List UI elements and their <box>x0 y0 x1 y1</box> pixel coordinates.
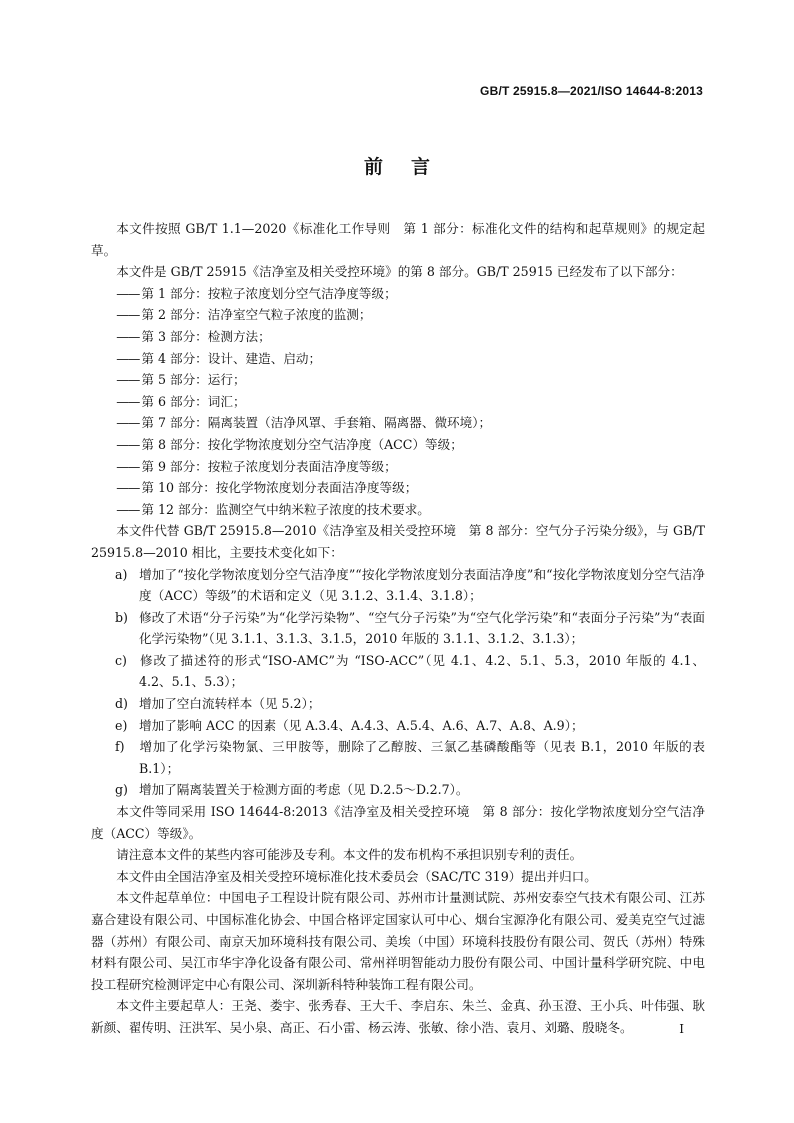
page-title: 前言 <box>363 156 458 178</box>
list-item: —— 第 5 部分：运行； <box>116 372 246 388</box>
list-item: b) 修改了术语“分子污染”为“化学污染物”、“空气分子污染”为“空气化学污染”和“表面分子污染”为“表面化学污染物”（见 3.1.1、3.1.3、3.1.5，2010 年版的 3.1.1、3.1.2、3.1.3）； <box>115 609 705 647</box>
closing-paragraph: 本文件由全国洁净室及相关受控环境标准化技术委员会（SAC/TC 319）提出并归口。 <box>116 868 597 884</box>
list-item: —— 第 2 部分：洁净室空气粒子浓度的监测； <box>116 307 372 323</box>
list-item: —— 第 3 部分：检测方法； <box>116 328 271 344</box>
closing-paragraph: 本文件主要起草人：王尧、娄宇、张秀春、王大千、李启东、朱兰、金真、孙玉澄、王小兵、叶伟强、耿新颜、翟传明、汪洪军、吴小泉、高正、石小雷、杨云涛、张敏、徐小浩、袁月、刘璐、殷晓冬。 <box>91 998 705 1035</box>
standard-code: GB/T 25915.8—2021/ISO 14644-8:2013 <box>480 84 703 98</box>
list-item: d) 增加了空白流转样本（见 5.2）； <box>115 696 321 712</box>
closing-paragraph: 本文件起草单位：中国电子工程设计院有限公司、苏州市计量测试院、苏州安泰空气技术有限公司、江苏嘉合建设有限公司、中国标准化协会、中国合格评定国家认可中心、烟台宝源净化有限公司、爱美克空气过滤器（苏州）有限公司、南京天加环境科技有限公司、美埃（中国）环境科技股份有限公司、贺氏（苏州）特殊材料有限公司、吴江市华宇净化设备有限公司、常州祥明智能动力股份有限公司、中国计量科学研究院、中电投工程研究检测评定中心有限公司、深圳新科特种装饰工程有限公司。 <box>91 890 705 992</box>
list-item: —— 第 7 部分：隔离装置（洁净风罩、手套箱、隔离器、微环境）； <box>116 415 492 431</box>
list-item: —— 第 8 部分：按化学物浓度划分空气洁净度（ACC）等级； <box>116 436 463 452</box>
list-item: e) 增加了影响 ACC 的因素（见 A.3.4、A.4.3、A.5.4、A.6、A.7、A.8、A.9）； <box>115 717 584 733</box>
list-item: c) 修改了描述符的形式“ISO-AMC”为 “ISO-ACC”（见 4.1、4.2、5.1、5.3，2010 年版的 4.1、4.2、5.1、5.3）； <box>115 652 705 690</box>
list-item: —— 第 6 部分：词汇； <box>116 393 246 409</box>
page-number: I <box>679 1022 684 1036</box>
intro-paragraph: 本文件是 GB/T 25915《洁净室及相关受控环境》的第 8 部分。GB/T 25915 已经发布了以下部分： <box>116 264 683 280</box>
list-item: —— 第 12 部分：监测空气中纳米粒子浓度的技术要求。 <box>116 501 430 517</box>
closing-paragraph: 请注意本文件的某些内容可能涉及专利。本文件的发布机构不承担识别专利的责任。 <box>116 847 583 863</box>
list-item: —— 第 9 部分：按粒子浓度划分表面洁净度等级； <box>116 458 397 474</box>
list-item: f) 增加了化学污染物氯、三甲胺等，删除了乙醇胺、三氯乙基磷酸酯等（见表 B.1，2010 年版的表 B.1）； <box>115 739 705 776</box>
list-item: —— 第 1 部分：按粒子浓度划分空气洁净度等级； <box>116 285 397 301</box>
list-item: —— 第 4 部分：设计、建造、启动； <box>116 350 322 366</box>
preface-body <box>91 218 705 1039</box>
list-item: g) 增加了隔离装置关于检测方面的考虑（见 D.2.5～D.2.7）。 <box>115 782 469 798</box>
intro-paragraph: 本文件按照 GB/T 1.1—2020《标准化工作导则 第 1 部分：标准化文件的结构和起草规则》的规定起草。 <box>91 221 705 258</box>
changes-list <box>91 564 705 802</box>
parts-list <box>91 283 705 521</box>
list-item: —— 第 10 部分：按化学物浓度划分表面洁净度等级； <box>116 480 418 496</box>
closing-paragraph: 本文件等同采用 ISO 14644-8:2013《洁净室及相关受控环境 第 8 部分：按化学物浓度划分空气洁净度（ACC）等级》。 <box>91 804 705 841</box>
replace-paragraph: 本文件代替 GB/T 25915.8—2010《洁净室及相关受控环境 第 8 部分：空气分子污染分级》，与 GB/T 25915.8—2010 相比，主要技术变化如下： <box>91 523 705 560</box>
list-item: a) 增加了“按化学物浓度划分空气洁净度”“按化学物浓度划分表面洁净度”和“按化学物浓度划分空气洁净度（ACC）等级”的术语和定义（见 3.1.2、3.1.4、3.1.8）； <box>115 566 705 604</box>
